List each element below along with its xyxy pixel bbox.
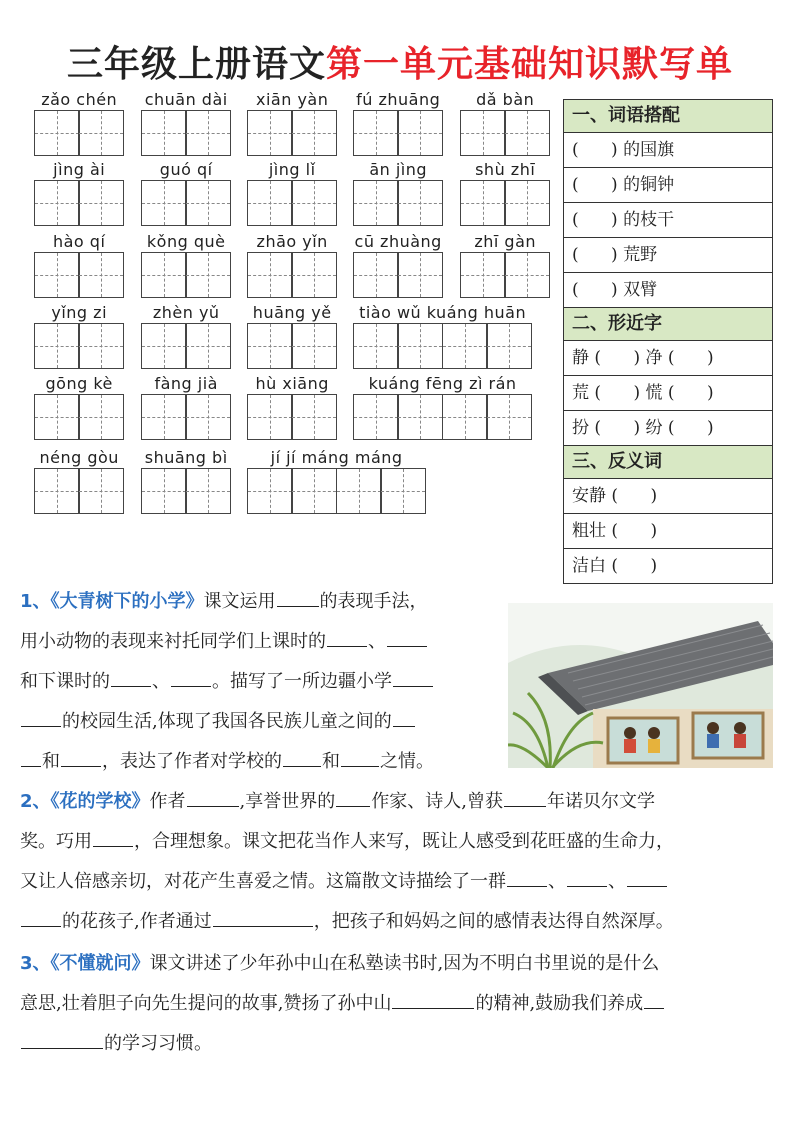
q1-text: 的校园生活,体现了我国各民族儿童之间的 <box>62 711 392 732</box>
answer-blank[interactable] <box>387 622 427 647</box>
writing-box[interactable] <box>247 394 293 440</box>
writing-box[interactable] <box>247 323 293 369</box>
question-1 <box>20 582 500 782</box>
answer-blank[interactable] <box>507 862 547 887</box>
writing-box[interactable] <box>78 110 124 156</box>
pinyin-label: hù xiāng <box>255 374 329 393</box>
writing-box[interactable] <box>504 110 550 156</box>
writing-box[interactable] <box>34 110 80 156</box>
writing-box[interactable] <box>247 110 293 156</box>
pinyin-label: kǒng què <box>146 232 226 251</box>
writing-box[interactable] <box>291 468 337 514</box>
writing-box[interactable] <box>442 323 488 369</box>
pinyin-label: yǐng zi <box>51 303 108 322</box>
writing-box[interactable] <box>460 110 506 156</box>
similar-char-item[interactable]: 静 ( ) 净 ( ) <box>564 341 772 376</box>
answer-blank[interactable] <box>61 742 101 767</box>
q1-text: 、 <box>152 671 170 692</box>
similar-char-item[interactable]: 扮 ( ) 纷 ( ) <box>564 411 772 446</box>
title-part2: 第一单元基础知识默写单 <box>326 44 734 85</box>
writing-box[interactable] <box>185 110 231 156</box>
pinyin-label: xiān yàn <box>256 90 329 109</box>
writing-box[interactable] <box>185 252 231 298</box>
writing-box[interactable] <box>141 252 187 298</box>
word-match-item[interactable]: ( ) 荒野 <box>564 238 772 273</box>
writing-box[interactable] <box>353 252 399 298</box>
writing-box[interactable] <box>504 252 550 298</box>
writing-box[interactable] <box>486 394 532 440</box>
q3-text: 的精神,鼓励我们养成 <box>475 993 644 1014</box>
question-2-title: 2、《花的学校》 <box>20 791 150 812</box>
answer-blank[interactable] <box>277 582 319 607</box>
answer-blank[interactable] <box>21 1024 103 1049</box>
writing-box[interactable] <box>78 180 124 226</box>
writing-box[interactable] <box>397 110 443 156</box>
answer-blank[interactable] <box>21 742 41 767</box>
pinyin-label: jí jí máng máng <box>270 448 403 467</box>
q2-text: 年诺贝尔文学 <box>547 791 655 812</box>
side-panel <box>563 99 773 584</box>
writing-box[interactable] <box>442 394 488 440</box>
writing-box[interactable] <box>185 468 231 514</box>
writing-box[interactable] <box>291 252 337 298</box>
page-title <box>0 36 800 87</box>
pinyin-row <box>0 160 560 230</box>
pinyin-label: zhāo yǐn <box>256 232 328 251</box>
pinyin-label: néng gòu <box>39 448 119 467</box>
q1-text: 课文运用 <box>203 591 276 612</box>
pinyin-label: jìng lǐ <box>268 160 316 179</box>
q2-text: 、 <box>548 871 566 892</box>
answer-blank[interactable] <box>93 822 133 847</box>
pinyin-label: hào qí <box>52 232 106 251</box>
pinyin-label: fàng jià <box>154 374 218 393</box>
writing-box[interactable] <box>141 323 187 369</box>
q2-text: ，合理想象。课文把花当作人来写，既让人感受到花旺盛的生命力， <box>134 831 674 852</box>
writing-box[interactable] <box>397 323 443 369</box>
writing-box[interactable] <box>504 180 550 226</box>
answer-blank[interactable] <box>21 902 61 927</box>
writing-box[interactable] <box>291 110 337 156</box>
answer-blank[interactable] <box>627 862 667 887</box>
question-3 <box>20 944 790 1064</box>
writing-box[interactable] <box>34 323 80 369</box>
writing-box[interactable] <box>34 468 80 514</box>
answer-blank[interactable] <box>393 702 415 727</box>
similar-char-item[interactable]: 荒 ( ) 慌 ( ) <box>564 376 772 411</box>
q1-text: 和 <box>322 751 340 772</box>
q2-text: 作家、诗人,曾获 <box>371 791 503 812</box>
answer-blank[interactable] <box>644 984 664 1009</box>
q2-text: 、 <box>608 871 626 892</box>
q3-text: 意思,壮着胆子向先生提问的故事,赞扬了孙中山 <box>20 993 392 1014</box>
writing-box[interactable] <box>380 468 426 514</box>
q1-text: 用小动物的表现来衬托同学们上课时的 <box>20 631 326 652</box>
answer-blank[interactable] <box>327 622 367 647</box>
q1-text: 、 <box>368 631 386 652</box>
question-3-title: 3、《不懂就问》 <box>20 953 150 974</box>
q1-text: ，表达了作者对学校的 <box>102 751 282 772</box>
pinyin-label: tiào wǔ kuáng huān <box>359 303 527 322</box>
question-2 <box>20 782 790 942</box>
word-match-item[interactable]: ( ) 双臂 <box>564 273 772 308</box>
pinyin-row <box>0 90 560 160</box>
answer-blank[interactable] <box>171 662 211 687</box>
word-match-item[interactable]: ( ) 的国旗 <box>564 133 772 168</box>
word-match-item[interactable]: ( ) 的枝干 <box>564 203 772 238</box>
pinyin-label: zhī gàn <box>474 232 537 251</box>
answer-blank[interactable] <box>392 984 474 1009</box>
writing-box[interactable] <box>78 323 124 369</box>
section-header: 一、词语搭配 <box>564 100 772 133</box>
writing-box[interactable] <box>141 394 187 440</box>
pinyin-label: zhèn yǔ <box>152 303 220 322</box>
pinyin-label: shuāng bì <box>144 448 228 467</box>
pinyin-label: gōng kè <box>45 374 113 393</box>
writing-box[interactable] <box>460 252 506 298</box>
writing-box[interactable] <box>185 394 231 440</box>
q1-text: 之情。 <box>380 751 434 772</box>
q2-text: ,享誉世界的 <box>239 791 336 812</box>
writing-box[interactable] <box>247 180 293 226</box>
pinyin-label: ān jìng <box>369 160 428 179</box>
antonym-item[interactable]: 安静 ( ) <box>564 479 772 514</box>
answer-blank[interactable] <box>393 662 433 687</box>
answer-blank[interactable] <box>504 782 546 807</box>
writing-box[interactable] <box>78 394 124 440</box>
pinyin-label: fú zhuāng <box>356 90 441 109</box>
pinyin-label: zǎo chén <box>41 90 118 109</box>
q3-text: 的学习习惯。 <box>104 1033 212 1054</box>
q1-text: 的表现手法， <box>319 591 428 612</box>
answer-blank[interactable] <box>336 782 370 807</box>
writing-box[interactable] <box>397 394 443 440</box>
writing-box[interactable] <box>353 110 399 156</box>
writing-box[interactable] <box>34 252 80 298</box>
pinyin-label: cū zhuàng <box>354 232 442 251</box>
question-1-title: 1、《大青树下的小学》 <box>20 591 204 612</box>
word-match-item[interactable]: ( ) 的铜钟 <box>564 168 772 203</box>
q2-text: 作者 <box>149 791 186 812</box>
writing-box[interactable] <box>34 394 80 440</box>
writing-box[interactable] <box>353 394 399 440</box>
writing-box[interactable] <box>141 468 187 514</box>
pinyin-label: kuáng fēng zì rán <box>368 374 517 393</box>
writing-box[interactable] <box>486 323 532 369</box>
pinyin-row <box>0 374 560 444</box>
writing-box[interactable] <box>397 180 443 226</box>
q1-text: 和下课时的 <box>20 671 110 692</box>
writing-box[interactable] <box>78 468 124 514</box>
pinyin-label: shù zhī <box>475 160 536 179</box>
q2-text: 又让人倍感亲切，对花产生喜爱之情。这篇散文诗描绘了一群 <box>20 871 506 892</box>
section-header: 三、反义词 <box>564 446 772 479</box>
answer-blank[interactable] <box>341 742 379 767</box>
pinyin-label: jìng ài <box>53 160 106 179</box>
school-illustration <box>508 603 773 768</box>
pinyin-label: guó qí <box>159 160 213 179</box>
writing-box[interactable] <box>141 180 187 226</box>
writing-box[interactable] <box>78 252 124 298</box>
pinyin-label: huāng yě <box>252 303 332 322</box>
pinyin-row <box>0 303 560 373</box>
writing-box[interactable] <box>291 323 337 369</box>
pinyin-row <box>0 448 560 518</box>
writing-box[interactable] <box>397 252 443 298</box>
pinyin-row <box>0 232 560 302</box>
writing-box[interactable] <box>460 180 506 226</box>
antonym-item[interactable]: 洁白 ( ) <box>572 556 658 576</box>
q2-text: ，把孩子和妈妈之间的感情表达得自然深厚。 <box>313 911 674 932</box>
answer-blank[interactable] <box>213 902 313 927</box>
q2-text: 的花孩子,作者通过 <box>62 911 212 932</box>
title-part1: 三年级上册语文 <box>66 44 326 85</box>
writing-box[interactable] <box>291 180 337 226</box>
writing-box[interactable] <box>34 180 80 226</box>
q2-text: 奖。巧用 <box>20 831 92 852</box>
pinyin-label: dǎ bàn <box>476 90 535 109</box>
answer-blank[interactable] <box>21 702 61 727</box>
section-header: 二、形近字 <box>564 308 772 341</box>
antonym-item[interactable]: 粗壮 ( ) <box>564 514 772 549</box>
writing-box[interactable] <box>291 394 337 440</box>
writing-box[interactable] <box>141 110 187 156</box>
answer-blank[interactable] <box>567 862 607 887</box>
writing-box[interactable] <box>185 323 231 369</box>
answer-blank[interactable] <box>187 782 239 807</box>
writing-box[interactable] <box>353 323 399 369</box>
answer-blank[interactable] <box>111 662 151 687</box>
writing-box[interactable] <box>247 468 293 514</box>
q3-text: 课文讲述了少年孙中山在私塾读书时,因为不明白书里说的是什么 <box>149 953 660 974</box>
writing-box[interactable] <box>353 180 399 226</box>
pinyin-label: chuān dài <box>144 90 228 109</box>
writing-box[interactable] <box>247 252 293 298</box>
q1-text: 和 <box>42 751 60 772</box>
answer-blank[interactable] <box>283 742 321 767</box>
q1-text: 。描写了一所边疆小学 <box>212 671 392 692</box>
writing-box[interactable] <box>336 468 382 514</box>
writing-box[interactable] <box>185 180 231 226</box>
